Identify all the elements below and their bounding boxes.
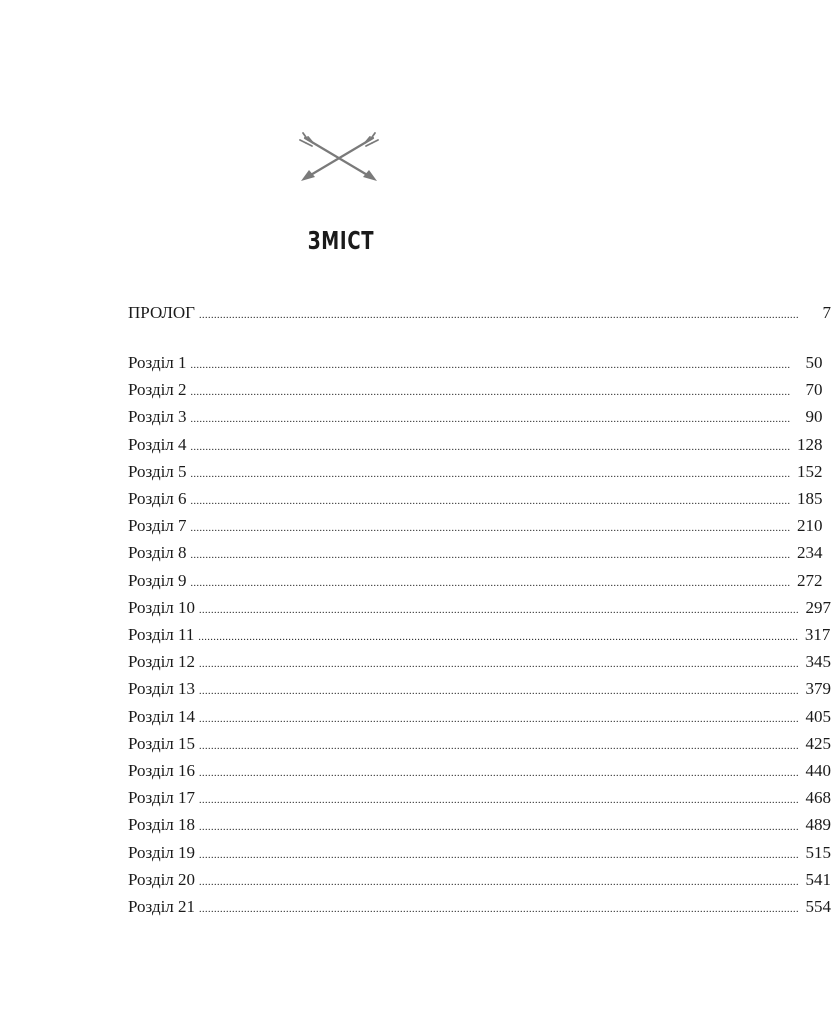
dot-leader: ........................................................................................................................................................................................................	[190, 414, 791, 426]
toc-entry	[128, 569, 823, 593]
toc-entry	[128, 405, 823, 429]
dot-leader: ........................................................................................................................................................................................................	[190, 550, 791, 562]
dot-leader: ........................................................................................................................................................................................................	[198, 632, 799, 643]
toc-entry	[128, 301, 831, 325]
toc-entry-page-number: 7	[822, 303, 831, 322]
dot-leader: ........................................................................................................................................................................................................	[199, 713, 800, 725]
toc-entry-label: Розділ 20	[128, 869, 196, 889]
toc-entry-page-number: 425	[805, 733, 831, 753]
toc-entry-label: Розділ 3	[128, 407, 187, 427]
toc-entry-label: Розділ 15	[128, 733, 196, 753]
toc-entry-label: Розділ 10	[128, 597, 196, 617]
dot-leader: ........................................................................................................................................................................................................	[199, 659, 800, 671]
toc-entry-label: Розділ 14	[128, 706, 196, 726]
toc-entry-page-number: 152	[797, 461, 823, 481]
toc-entry-page-number: 541	[805, 869, 831, 889]
page-title: ЗМІСТ	[307, 226, 375, 255]
toc-entry	[128, 813, 831, 837]
dot-leader: ........................................................................................................................................................................................................	[199, 904, 800, 915]
toc-entry-page-number: 70	[805, 380, 823, 400]
toc-entry-label: Розділ 6	[128, 489, 187, 508]
toc-entry	[128, 650, 831, 674]
toc-entry-page-number: 297	[805, 597, 831, 617]
toc-entry-page-number: 210	[797, 516, 823, 536]
toc-entry-page-number: 440	[805, 761, 831, 780]
toc-entry-label: Розділ 18	[128, 815, 196, 835]
toc-entry	[128, 705, 831, 729]
dot-leader: ........................................................................................................................................................................................................	[190, 577, 791, 589]
toc-entry	[128, 841, 831, 865]
toc-entry-label: Розділ 13	[128, 679, 196, 699]
toc-entry	[128, 541, 823, 565]
dot-leader: ........................................................................................................................................................................................................	[199, 768, 800, 779]
toc-entry-page-number: 405	[805, 706, 831, 726]
dot-leader: ........................................................................................................................................................................................................	[190, 468, 791, 480]
toc-entry	[128, 868, 831, 892]
toc-entry	[128, 759, 831, 783]
toc-entry	[128, 487, 823, 511]
toc-entry-page-number: 128	[797, 434, 823, 454]
toc-entry-label: Розділ 21	[128, 897, 196, 916]
dot-leader: ........................................................................................................................................................................................................	[199, 849, 800, 861]
toc-entry-label: Розділ 7	[128, 516, 187, 536]
toc-entry-page-number: 379	[805, 679, 831, 699]
toc-entry-label: Розділ 19	[128, 842, 196, 862]
toc-entry-label: Розділ 9	[128, 570, 187, 590]
toc-entry-label: ПРОЛОГ	[128, 303, 196, 322]
toc-entry	[128, 623, 831, 647]
toc-entry-page-number: 90	[805, 407, 823, 427]
toc-entry-label: Розділ 11	[128, 625, 195, 644]
toc-entry-page-number: 234	[797, 543, 823, 563]
dot-leader: ........................................................................................................................................................................................................	[190, 441, 791, 453]
toc-entry-page-number: 554	[805, 897, 831, 916]
toc-entry-page-number: 185	[797, 489, 823, 508]
toc-entry-label: Розділ 5	[128, 461, 187, 481]
toc-entry-label: Розділ 4	[128, 434, 187, 454]
toc-entry	[128, 351, 823, 375]
toc-entry-label: Розділ 1	[128, 353, 187, 372]
toc-entry-page-number: 489	[805, 815, 831, 835]
dot-leader: ........................................................................................................................................................................................................	[190, 387, 791, 399]
toc-entry	[128, 895, 831, 919]
toc-entry	[128, 378, 823, 402]
toc-entry-label: Розділ 16	[128, 761, 196, 780]
dot-leader: ........................................................................................................................................................................................................	[190, 496, 791, 507]
dot-leader: ........................................................................................................................................................................................................	[199, 876, 800, 888]
toc-entry-label: Розділ 17	[128, 788, 196, 808]
toc-entry-label: Розділ 2	[128, 380, 187, 400]
dot-leader: ........................................................................................................................................................................................................	[190, 523, 791, 535]
toc-entry	[128, 460, 823, 484]
table-of-contents	[128, 0, 831, 1023]
toc-entry	[128, 732, 831, 756]
toc-entry-page-number: 468	[805, 788, 831, 808]
dot-leader: ........................................................................................................................................................................................................	[190, 360, 791, 371]
toc-entry-page-number: 272	[797, 570, 823, 590]
dot-leader: ........................................................................................................................................................................................................	[199, 310, 800, 321]
toc-entry-label: Розділ 12	[128, 652, 196, 672]
toc-entry	[128, 433, 823, 457]
toc-entry	[128, 514, 823, 538]
toc-entry	[128, 786, 831, 810]
toc-entry-page-number: 515	[805, 842, 831, 862]
dot-leader: ........................................................................................................................................................................................................	[199, 795, 800, 807]
toc-entry-page-number: 50	[805, 353, 823, 372]
toc-entry	[128, 677, 831, 701]
toc-entry-label: Розділ 8	[128, 543, 187, 563]
toc-entry-page-number: 317	[804, 625, 831, 644]
dot-leader: ........................................................................................................................................................................................................	[199, 604, 800, 616]
toc-entry	[128, 596, 831, 620]
toc-entry-page-number: 345	[805, 652, 831, 672]
dot-leader: ........................................................................................................................................................................................................	[199, 822, 800, 834]
dot-leader: ........................................................................................................................................................................................................	[199, 686, 800, 698]
dot-leader: ........................................................................................................................................................................................................	[199, 740, 800, 752]
